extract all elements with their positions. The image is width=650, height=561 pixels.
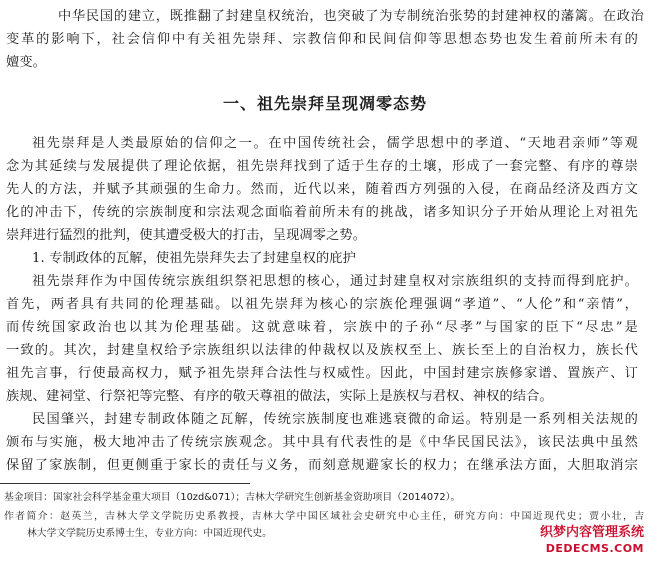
para2-line-2: 首先，两者具有共同的伦理基础。以祖先崇拜为核心的宗族伦理强调“孝道”、“人伦”和“亲情”， — [6, 297, 638, 312]
para2-line-6: 族规、建祠堂、行祭祀等完整、有序的敬天尊祖的做法，实际上是族权与君权、神权的结合。 — [6, 389, 553, 404]
watermark-url: DEDECMS.COM — [545, 542, 644, 555]
footnote-author-line-2: 林大学文学院历史系博士生，专业方向：中国近现代史。 — [27, 528, 272, 539]
para2-line-3: 而传统国家政治也以其为伦理基础。这就意味着，宗族中的子孙“尽孝”与国家的臣下“尽忠”是 — [6, 320, 638, 335]
para2-line-1: 祖先崇拜作为中国传统宗族组织祭祀思想的核心，通过封建皇权对宗族组织的支持而得到庇护。 — [32, 274, 638, 289]
watermark-cn: 织梦内容管理系统 — [539, 525, 644, 540]
para1-line-1: 祖先崇拜是人类最原始的信仰之一。在中国传统社会，儒学思想中的孝道、“天地君亲师”等观 — [32, 136, 638, 151]
intro-line-3: 嬗变。 — [6, 55, 47, 70]
para2-line-4: 一致的。其次，封建皇权给予宗族组织以法律的仲裁权以及族权至上、族长至上的自治权力，族长代 — [6, 343, 638, 358]
footnote-author-line-1: 作者简介：赵英兰，吉林大学文学院历史系教授，吉林大学中国区域社会史研究中心主任，研究方向：中国近现代史；贾小壮，吉 — [4, 511, 644, 522]
footnote-divider — [0, 483, 250, 484]
intro-line-1: 中华民国的建立，既推翻了封建皇权统治，也突破了为专制统治张势的封建神权的藩篱。在政治 — [58, 9, 644, 24]
para1-line-3: 先人的方法，并赋予其顽强的生命力。然而，近代以来，随着西方列强的入侵，在商品经济及西方文 — [6, 182, 638, 197]
intro-line-2: 变革的影响下，社会信仰中有关祖先崇拜、宗教信仰和民间信仰等思想态势也发生着前所未有的 — [6, 32, 638, 47]
para1-line-4: 化的冲击下，传统的宗族制度和宗法观念面临着前所未有的挑战，诸多知识分子开始从理论上对祖先 — [6, 205, 638, 220]
site-watermark — [540, 525, 644, 557]
para3-line-1: 民国肇兴，封建专制政体随之瓦解，传统宗族制度也难逃衰微的命运。特别是一系列相关法规的 — [32, 412, 638, 427]
subheading: 1. 专制政体的瓦解，使祖先崇拜失去了封建皇权的庇护 — [32, 251, 356, 266]
section-heading: 一、祖先崇拜呈现凋零态势 — [222, 94, 427, 113]
para1-line-2: 念为其延续与发展提供了理论依据，祖先崇拜找到了适于生存的土壤，形成了一套完整、有序的尊崇 — [6, 159, 638, 174]
para1-line-5: 崇拜进行猛烈的批判，使其遭受极大的打击，呈现凋零之势。 — [6, 228, 367, 243]
para3-line-2: 颁布与实施，极大地冲击了传统宗族观念。其中具有代表性的是《中华民国民法》，该民法典中虽然 — [6, 435, 638, 450]
para3-line-3: 保留了家族制，但更侧重于家长的责任与义务，而刻意规避家长的权力；在继承法方面，大胆取消宗 — [6, 458, 638, 473]
footnote-fund: 基金项目：国家社会科学基金重大项目（10zd&071）；吉林大学研究生创新基金资助项目（2014072）。 — [4, 492, 461, 503]
para2-line-5: 祖先言事，行使最高权力，赋予祖先崇拜合法性与权威性。因此，中国封建宗族修家谱、置族产、订 — [6, 366, 638, 381]
